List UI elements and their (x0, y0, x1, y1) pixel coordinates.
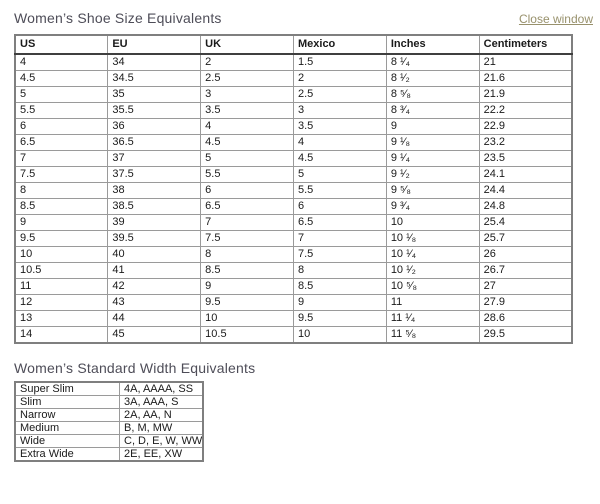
table-cell: 9 ¹⁄₄ (386, 151, 479, 167)
table-cell: Medium (15, 422, 120, 435)
table-cell: 5 (201, 151, 294, 167)
table-cell: 3A, AAA, S (120, 396, 204, 409)
table-cell: 21.6 (479, 71, 572, 87)
table-cell: 2 (293, 71, 386, 87)
table-row (15, 199, 572, 215)
table-cell: 5 (293, 167, 386, 183)
table-cell: 6.5 (201, 199, 294, 215)
size-table-header-row (15, 35, 572, 54)
table-cell: 10 (201, 311, 294, 327)
size-table-body (15, 54, 572, 343)
table-cell: 40 (108, 247, 201, 263)
table-cell: 11 ¹⁄₄ (386, 311, 479, 327)
table-row (15, 183, 572, 199)
table-cell: 9 ⁵⁄₈ (386, 183, 479, 199)
table-row (15, 71, 572, 87)
table-cell: C, D, E, W, WW (120, 435, 204, 448)
table-cell: 5.5 (15, 103, 108, 119)
table-cell: 43 (108, 295, 201, 311)
table-cell: 34.5 (108, 71, 201, 87)
table-cell: 36 (108, 119, 201, 135)
size-table-head (15, 35, 572, 54)
table-cell: 9 (293, 295, 386, 311)
table-cell: 8 (15, 183, 108, 199)
table-cell: 41 (108, 263, 201, 279)
table-cell: 44 (108, 311, 201, 327)
table-cell: 8.5 (15, 199, 108, 215)
table-cell: 10.5 (15, 263, 108, 279)
table-cell: 2 (201, 54, 294, 71)
table-cell: 37 (108, 151, 201, 167)
width-section-title: Women’s Standard Width Equivalents (14, 360, 256, 376)
table-row (15, 167, 572, 183)
table-row (15, 231, 572, 247)
close-window-link[interactable]: Close window (518, 12, 593, 26)
table-cell: 9 (15, 215, 108, 231)
table-cell: 9 (386, 119, 479, 135)
table-cell: 42 (108, 279, 201, 295)
table-cell: 39.5 (108, 231, 201, 247)
table-cell: 22.9 (479, 119, 572, 135)
table-cell: 2A, AA, N (120, 409, 204, 422)
table-cell: 10 (293, 327, 386, 344)
table-cell: 4 (293, 135, 386, 151)
table-row (15, 396, 203, 409)
table-cell: 21.9 (479, 87, 572, 103)
table-cell: 6.5 (293, 215, 386, 231)
table-cell: 10 (15, 247, 108, 263)
table-cell: 8.5 (293, 279, 386, 295)
column-header: Inches (386, 35, 479, 54)
table-cell: 9.5 (15, 231, 108, 247)
table-cell: 7 (201, 215, 294, 231)
table-cell: 24.1 (479, 167, 572, 183)
table-cell: Slim (15, 396, 120, 409)
table-cell: 4A, AAAA, SS (120, 382, 204, 396)
column-header: Mexico (293, 35, 386, 54)
table-cell: 36.5 (108, 135, 201, 151)
table-cell: 6.5 (15, 135, 108, 151)
table-cell: 23.5 (479, 151, 572, 167)
table-row (15, 435, 203, 448)
table-cell: 9 (201, 279, 294, 295)
table-cell: 4.5 (293, 151, 386, 167)
table-cell: 3 (201, 87, 294, 103)
column-header: EU (108, 35, 201, 54)
column-header: Centimeters (479, 35, 572, 54)
table-cell: 8 ¹⁄₂ (386, 71, 479, 87)
table-cell: 5 (15, 87, 108, 103)
table-cell: 35.5 (108, 103, 201, 119)
table-cell: 11 (386, 295, 479, 311)
table-cell: 10 ¹⁄₈ (386, 231, 479, 247)
table-cell: 9 ³⁄₄ (386, 199, 479, 215)
table-cell: 25.7 (479, 231, 572, 247)
table-row (15, 295, 572, 311)
table-cell: 10 (386, 215, 479, 231)
table-cell: 5.5 (293, 183, 386, 199)
table-cell: 34 (108, 54, 201, 71)
table-cell: 8 ³⁄₄ (386, 103, 479, 119)
table-cell: 8 (293, 263, 386, 279)
table-cell: 9.5 (293, 311, 386, 327)
table-row (15, 54, 572, 71)
table-cell: 2.5 (201, 71, 294, 87)
table-cell: 3 (293, 103, 386, 119)
table-cell: 39 (108, 215, 201, 231)
table-cell: 12 (15, 295, 108, 311)
table-cell: 11 (15, 279, 108, 295)
table-cell: 7.5 (201, 231, 294, 247)
table-row (15, 448, 203, 462)
table-cell: Narrow (15, 409, 120, 422)
table-cell: 26 (479, 247, 572, 263)
table-cell: 9 ¹⁄₂ (386, 167, 479, 183)
table-row (15, 215, 572, 231)
table-row (15, 87, 572, 103)
table-cell: 14 (15, 327, 108, 344)
table-cell: 38 (108, 183, 201, 199)
table-cell: 29.5 (479, 327, 572, 344)
table-cell: 7.5 (293, 247, 386, 263)
table-cell: 24.8 (479, 199, 572, 215)
table-cell: 10 ⁵⁄₈ (386, 279, 479, 295)
table-cell: 45 (108, 327, 201, 344)
table-row (15, 279, 572, 295)
table-cell: 7.5 (15, 167, 108, 183)
table-cell: 8 (201, 247, 294, 263)
table-row (15, 247, 572, 263)
width-table-body (15, 382, 203, 461)
table-row (15, 263, 572, 279)
table-row (15, 409, 203, 422)
table-cell: 22.2 (479, 103, 572, 119)
table-row (15, 135, 572, 151)
table-cell: 10 ¹⁄₂ (386, 263, 479, 279)
table-cell: 8.5 (201, 263, 294, 279)
table-cell: 4 (201, 119, 294, 135)
table-cell: 4 (15, 54, 108, 71)
table-cell: 10.5 (201, 327, 294, 344)
table-cell: 13 (15, 311, 108, 327)
column-header: UK (201, 35, 294, 54)
table-cell: 21 (479, 54, 572, 71)
table-row (15, 103, 572, 119)
page-title: Women’s Shoe Size Equivalents (14, 10, 222, 26)
table-cell: 10 ¹⁄₄ (386, 247, 479, 263)
table-cell: 11 ⁵⁄₈ (386, 327, 479, 344)
table-cell: Wide (15, 435, 120, 448)
table-cell: 27 (479, 279, 572, 295)
table-row (15, 422, 203, 435)
table-cell: 2.5 (293, 87, 386, 103)
table-cell: Extra Wide (15, 448, 120, 462)
table-cell: 26.7 (479, 263, 572, 279)
table-cell: 6 (201, 183, 294, 199)
page-header (14, 10, 593, 26)
table-cell: Super Slim (15, 382, 120, 396)
table-cell: 9.5 (201, 295, 294, 311)
table-cell: 5.5 (201, 167, 294, 183)
table-cell: 9 ¹⁄₈ (386, 135, 479, 151)
table-cell: 1.5 (293, 54, 386, 71)
size-table (14, 34, 573, 344)
table-cell: 24.4 (479, 183, 572, 199)
table-row (15, 382, 203, 396)
table-cell: 3.5 (201, 103, 294, 119)
table-cell: 6 (293, 199, 386, 215)
table-cell: 23.2 (479, 135, 572, 151)
table-cell: 8 ¹⁄₄ (386, 54, 479, 71)
table-row (15, 119, 572, 135)
table-cell: B, M, MW (120, 422, 204, 435)
table-cell: 2E, EE, XW (120, 448, 204, 462)
table-cell: 35 (108, 87, 201, 103)
table-cell: 4.5 (15, 71, 108, 87)
table-cell: 6 (15, 119, 108, 135)
table-cell: 3.5 (293, 119, 386, 135)
table-cell: 28.6 (479, 311, 572, 327)
table-cell: 38.5 (108, 199, 201, 215)
table-row (15, 151, 572, 167)
table-cell: 4.5 (201, 135, 294, 151)
table-cell: 8 ⁵⁄₈ (386, 87, 479, 103)
table-row (15, 311, 572, 327)
table-cell: 7 (15, 151, 108, 167)
table-row (15, 327, 572, 344)
table-cell: 27.9 (479, 295, 572, 311)
table-cell: 7 (293, 231, 386, 247)
column-header: US (15, 35, 108, 54)
width-table (14, 381, 204, 462)
table-cell: 25.4 (479, 215, 572, 231)
table-cell: 37.5 (108, 167, 201, 183)
